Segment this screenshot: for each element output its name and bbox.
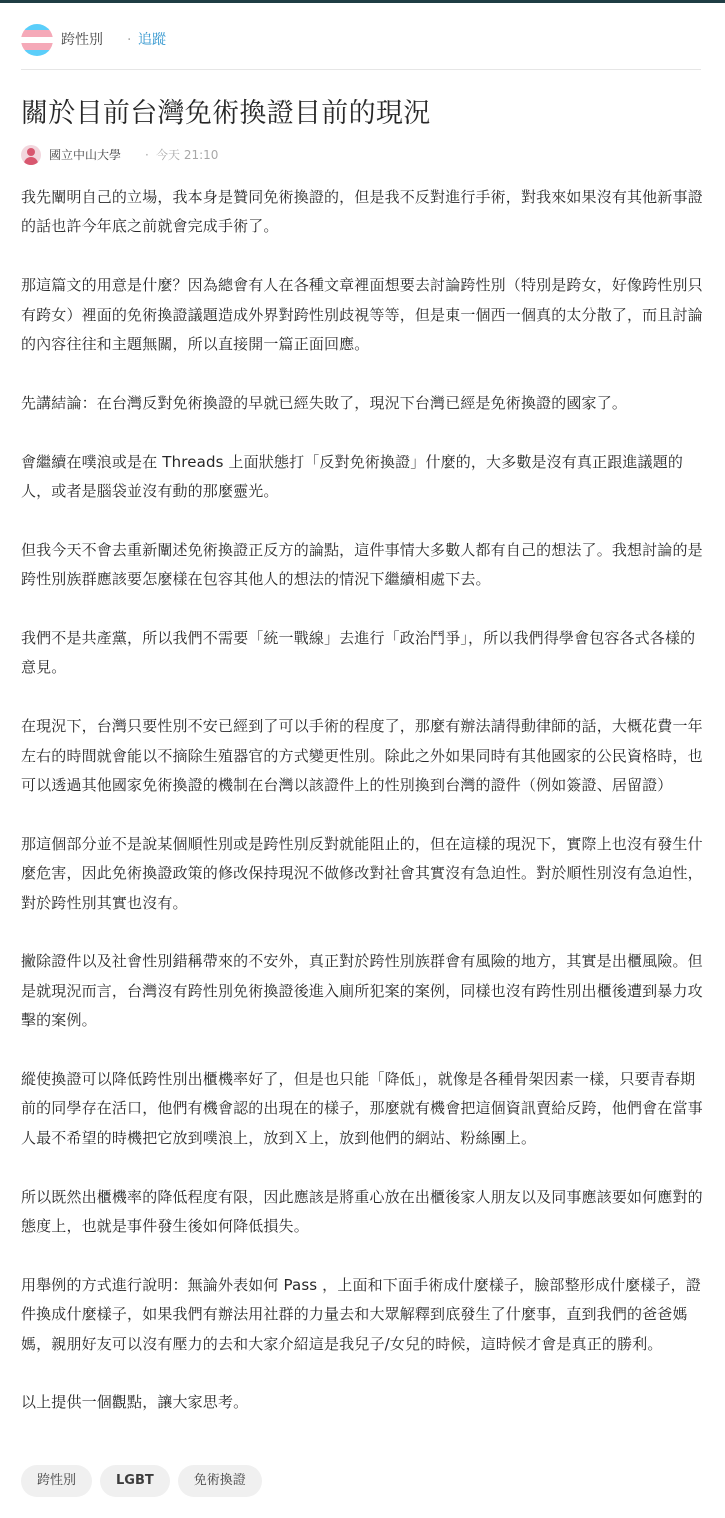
paragraph: 用舉例的方式進行說明：無論外表如何 Pass ，上面和下面手術成什麼樣子，臉部整形成什麼樣子，證件換成什麼樣子，如果我們有辦法用社群的力量去和大眾解釋到底發生了什麼事，直到我們的爸爸媽媽，親朋好友可以沒有壓力的去和大家介紹這是我兒子/女兒的時候，這時候才會是真正的勝利。 (21, 1275, 701, 1353)
paragraph: 那這個部分並不是說某個順性別或是跨性別反對就能阻止的，但在這樣的現況下，實際上也沒有發生什麼危害，因此免術換證政策的修改保持現況不做修改對社會其實沒有急迫性。對於順性別沒有急迫性，對於跨性別其實也沒有。 (21, 834, 703, 912)
post-content (21, 183, 703, 1447)
tag-lgbt[interactable]: LGBT (100, 1465, 170, 1497)
tag-surgery-free-id[interactable]: 免術換證 (178, 1465, 262, 1497)
post-meta (21, 145, 421, 165)
transgender-flag-icon[interactable] (21, 24, 53, 56)
paragraph: 那這篇文的用意是什麼？因為總會有人在各種文章裡面想要去討論跨性別（特別是跨女，好像跨性別只有跨女）裡面的免術換證議題造成外界對跨性別歧視等等，但是東一個西一個真的太分散了，而且討論的內容往往和主題無關，所以直接開一篇正面回應。 (21, 276, 703, 354)
forum-name[interactable]: 跨性別 (61, 32, 103, 48)
tag-list (21, 1465, 262, 1497)
paragraph: 我先闡明自己的立場，我本身是贊同免術換證的，但是我不反對進行手術，對我來如果沒有其他新事證的話也許今年底之前就會完成手術了。 (21, 188, 703, 236)
female-avatar-icon (21, 145, 41, 165)
post-time: 今天 21:10 (156, 148, 219, 162)
paragraph: 我們不是共產黨，所以我們不需要「統一戰線」去進行「政治鬥爭」，所以我們得學會包容各式各樣的意見。 (21, 629, 696, 677)
paragraph: 縱使換證可以降低跨性別出櫃機率好了，但是也只能「降低」，就像是各種骨架因素一樣，只要青春期前的同學存在活口，他們有機會認的出現在的樣子，那麼就有機會把這個資訊賣給反跨，他們會在當事人最不希望的時機把它放到噗浪上，放到Ｘ上，放到他們的網站、粉絲團上。 (21, 1070, 703, 1147)
paragraph: 所以既然出櫃機率的降低程度有限，因此應該是將重心放在出櫃後家人朋友以及同事應該要如何應對的態度上，也就是事件發生後如何降低損失。 (21, 1187, 703, 1236)
post-title: 關於目前台灣免術換證目前的現況 (21, 98, 431, 129)
top-bar (0, 0, 725, 3)
paragraph: 但我今天不會去重新闡述免術換證正反方的論點，這件事情大多數人都有自己的想法了。我想討論的是跨性別族群應該要怎麼樣在包容其他人的想法的情況下繼續相處下去。 (21, 540, 703, 589)
author-school: 國立中山大學 (49, 148, 122, 162)
paragraph: 在現況下，台灣只要性別不安已經到了可以手術的程度了，那麼有辦法請得動律師的話，大概花費一年左右的時間就會能以不摘除生殖器官的方式變更性別。除此之外如果同時有其他國家的公民資格時，也可以透過其他國家免術換證的機制在台灣以該證件上的性別換到台灣的證件（例如簽證、居留證） (21, 717, 703, 795)
paragraph: 撇除證件以及社會性別錯稱帶來的不安外，真正對於跨性別族群會有風險的地方，其實是出櫃風險。但是就現況而言，台灣沒有跨性別免術換證後進入廁所犯案的案例，同樣也沒有跨性別出櫃後遭到暴力攻擊的案例。 (21, 952, 703, 1030)
paragraph: 以上提供一個觀點，讓大家思考。 (21, 1393, 249, 1412)
separator-dot: · (127, 32, 132, 48)
paragraph: 先講結論：在台灣反對免術換證的早就已經失敗了，現況下台灣已經是免術換證的國家了。 (21, 393, 628, 412)
tag-transgender[interactable]: 跨性別 (21, 1465, 92, 1497)
paragraph: 會繼續在噗浪或是在 Threads 上面狀態打「反對免術換證」什麼的，大多數是沒有真正跟進議題的人，或者是腦袋並沒有動的那麼靈光。 (21, 452, 684, 501)
forum-header (21, 24, 701, 70)
follow-button[interactable]: 追蹤 (138, 32, 166, 48)
separator-dot: · (145, 148, 149, 162)
